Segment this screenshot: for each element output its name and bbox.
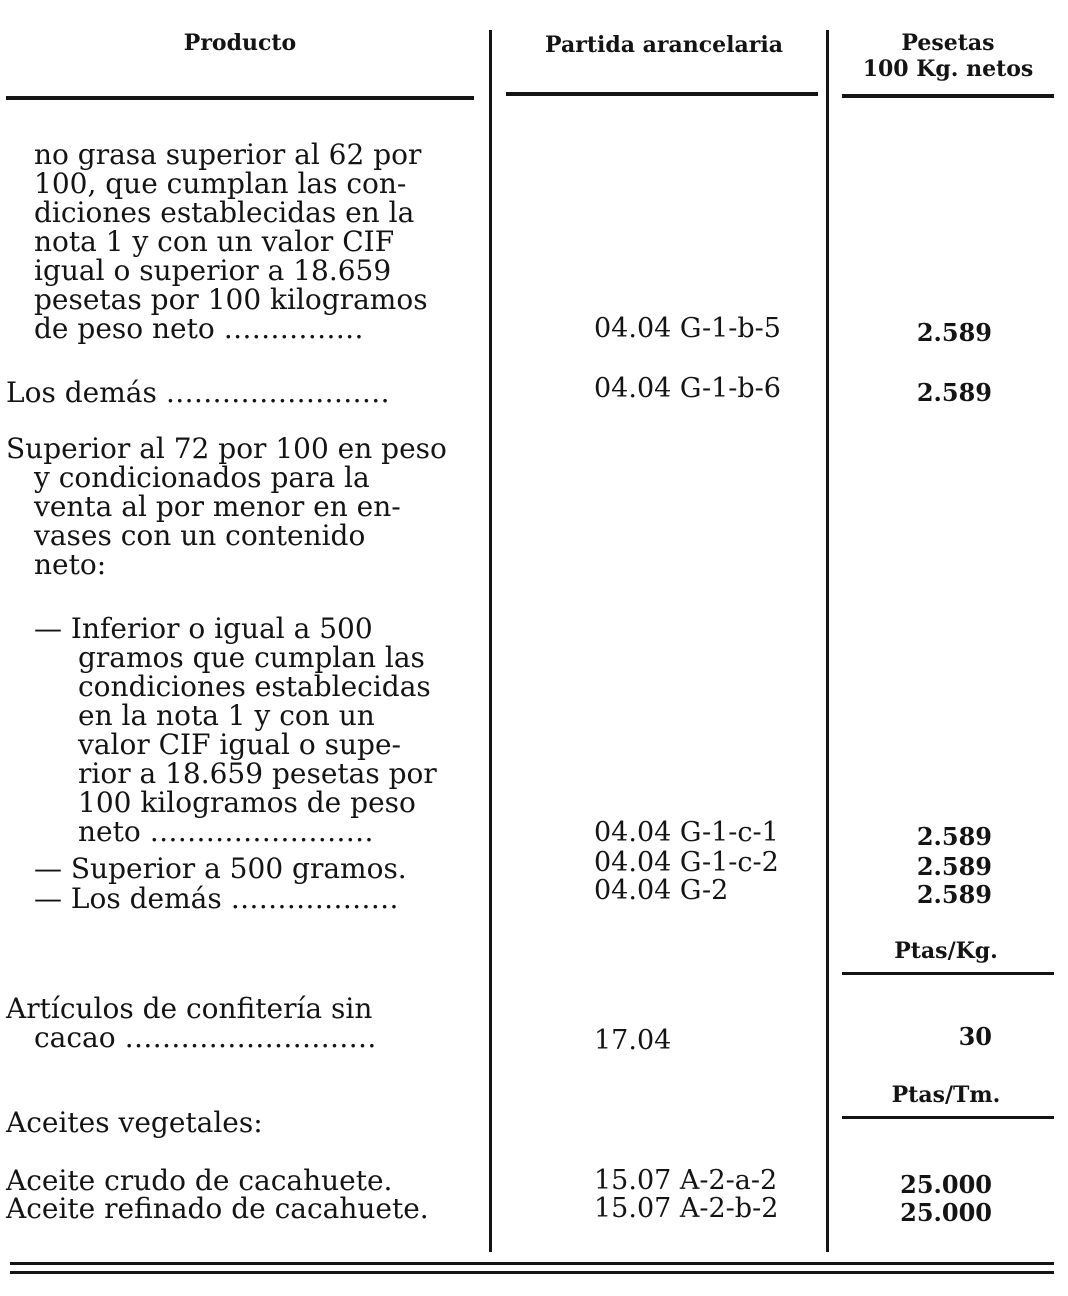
description-line: 100, que cumplan las con- bbox=[34, 167, 407, 200]
description-line: Aceite refinado de cacahuete. bbox=[6, 1192, 429, 1225]
column-divider-right bbox=[826, 30, 829, 1252]
tariff-code: 04.04 G-2 bbox=[594, 875, 729, 906]
description-line: igual o superior a 18.659 bbox=[34, 254, 392, 287]
description-line: pesetas por 100 kilogramos bbox=[34, 283, 428, 316]
product-description bbox=[34, 884, 474, 913]
description-line: neto: bbox=[34, 548, 107, 581]
product-description bbox=[34, 140, 474, 343]
description-line: en la nota 1 y con un bbox=[78, 699, 375, 732]
description-line: venta al por menor en en- bbox=[34, 490, 401, 523]
unit-rule-ptas-tm bbox=[842, 1116, 1054, 1119]
unit-label-ptas-tm: Ptas/Tm. bbox=[891, 1082, 1001, 1108]
product-description bbox=[34, 854, 474, 883]
header-partida-arancelaria: Partida arancelaria bbox=[545, 32, 783, 58]
column-divider-left bbox=[489, 30, 492, 1252]
description-line: — Superior a 500 gramos. bbox=[34, 852, 407, 885]
description-line: rior a 18.659 pesetas por bbox=[78, 757, 437, 790]
description-line: — Inferior o igual a 500 bbox=[34, 612, 373, 645]
header-pesetas-line1: Pesetas bbox=[901, 30, 995, 56]
product-description bbox=[6, 378, 474, 407]
description-line: cacao ……………………… bbox=[34, 1021, 377, 1054]
price-value: 2.589 bbox=[916, 378, 992, 407]
product-description bbox=[6, 1166, 474, 1195]
tariff-code: 04.04 G-1-b-6 bbox=[594, 373, 781, 404]
price-value: 2.589 bbox=[916, 880, 992, 909]
header-rule-pesetas bbox=[842, 94, 1054, 98]
tariff-code: 04.04 G-1-c-1 bbox=[594, 817, 779, 848]
description-line: de peso neto …………… bbox=[34, 312, 364, 345]
description-line: Los demás …………………… bbox=[6, 376, 390, 409]
description-line: Aceite crudo de cacahuete. bbox=[6, 1164, 393, 1197]
price-value: 25.000 bbox=[900, 1198, 992, 1227]
price-value: 2.589 bbox=[916, 852, 992, 881]
price-value: 25.000 bbox=[900, 1170, 992, 1199]
tariff-code: 15.07 A-2-b-2 bbox=[594, 1193, 779, 1224]
price-value: 2.589 bbox=[916, 318, 992, 347]
product-description bbox=[6, 434, 474, 579]
footer-rule-bottom bbox=[10, 1271, 1054, 1274]
description-line: condiciones establecidas bbox=[78, 670, 431, 703]
price-value: 2.589 bbox=[916, 822, 992, 851]
description-line: — Los demás ……………… bbox=[34, 882, 399, 915]
product-description bbox=[34, 614, 474, 846]
tariff-code: 17.04 bbox=[594, 1025, 672, 1056]
description-line: vases con un contenido bbox=[34, 519, 366, 552]
tariff-code: 15.07 A-2-a-2 bbox=[594, 1165, 778, 1196]
description-line: y condicionados para la bbox=[34, 461, 370, 494]
description-line: gramos que cumplan las bbox=[78, 641, 425, 674]
description-line: neto …………………… bbox=[78, 815, 374, 848]
description-line: Artículos de confitería sin bbox=[6, 992, 373, 1025]
header-producto: Producto bbox=[183, 30, 297, 56]
header-rule-producto bbox=[6, 96, 474, 100]
description-line: Superior al 72 por 100 en peso bbox=[6, 432, 447, 465]
product-description bbox=[6, 1194, 474, 1223]
tariff-code: 04.04 G-1-b-5 bbox=[594, 313, 781, 344]
unit-rule-ptas-kg bbox=[842, 972, 1054, 975]
header-rule-partida bbox=[506, 92, 818, 96]
description-line: no grasa superior al 62 por bbox=[34, 138, 422, 171]
product-description bbox=[6, 994, 474, 1052]
description-line: 100 kilogramos de peso bbox=[78, 786, 416, 819]
description-line: nota 1 y con un valor CIF bbox=[34, 225, 395, 258]
tariff-code: 04.04 G-1-c-2 bbox=[594, 847, 779, 878]
price-value: 30 bbox=[958, 1022, 992, 1051]
section-heading bbox=[6, 1108, 474, 1137]
description-line: diciones establecidas en la bbox=[34, 196, 415, 229]
unit-label-ptas-kg: Ptas/Kg. bbox=[894, 938, 998, 964]
header-pesetas-line2: 100 Kg. netos bbox=[862, 56, 1034, 82]
footer-rule-top bbox=[10, 1262, 1054, 1265]
description-line: valor CIF igual o supe- bbox=[78, 728, 401, 761]
header-pesetas bbox=[842, 30, 1054, 82]
description-line: Aceites vegetales: bbox=[6, 1106, 263, 1139]
